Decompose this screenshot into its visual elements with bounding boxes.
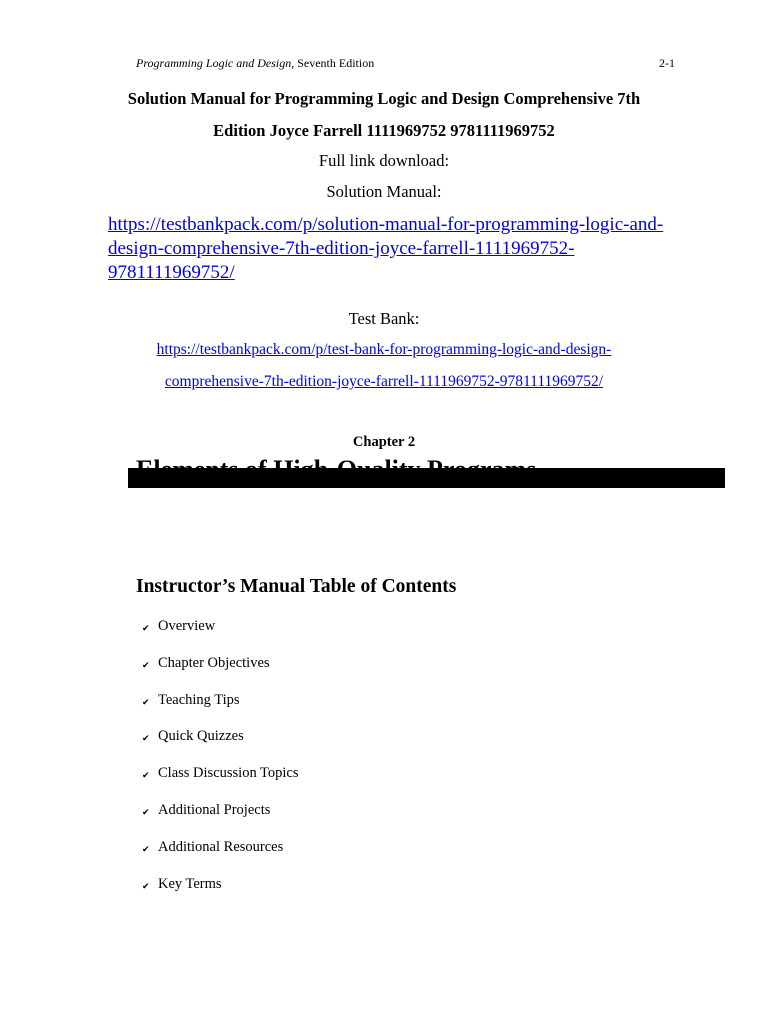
toc-item-label: Overview <box>158 618 216 634</box>
document-title-line-1: Solution Manual for Programming Logic and Design Comprehensive 7th <box>127 89 641 108</box>
solution-manual-label: Solution Manual: <box>326 182 442 201</box>
toc-item-label: Key Terms <box>158 875 222 892</box>
toc-item-label: Quick Quizzes <box>158 728 244 745</box>
solution-manual-link-line-2[interactable]: design-comprehensive-7th-edition-joyce-farrell-1111969752- <box>108 238 575 259</box>
book-title: Programming Logic and Design <box>136 56 292 70</box>
check-icon: ✔ <box>142 660 150 671</box>
solution-manual-link-block <box>108 213 708 285</box>
redaction-bar <box>128 468 725 488</box>
edition-label: , Seventh Edition <box>291 56 375 70</box>
check-icon: ✔ <box>142 697 150 708</box>
chapter-label: Chapter 2 <box>352 434 416 450</box>
solution-manual-link-line-1[interactable]: https://testbankpack.com/p/solution-manual-for-programming-logic-and- <box>108 214 664 235</box>
check-icon: ✔ <box>142 734 150 745</box>
test-bank-label: Test Bank: <box>348 309 420 328</box>
solution-manual-link-line-3[interactable]: 9781111969752/ <box>108 262 235 283</box>
test-bank-link-line-1[interactable]: https://testbankpack.com/p/test-bank-for-programming-logic-and-design- <box>156 341 612 358</box>
check-icon: ✔ <box>142 807 150 818</box>
test-bank-link-line-2-wrap <box>0 366 768 398</box>
toc-heading: Instructor’s Manual Table of Contents <box>136 576 457 597</box>
test-bank-link-line-2[interactable]: comprehensive-7th-edition-joyce-farrell-1111969752-9781111969752/ <box>164 373 604 390</box>
toc-item-label: Additional Projects <box>158 801 271 818</box>
test-bank-link-line-1-wrap <box>0 334 768 366</box>
toc-item-label: Class Discussion Topics <box>158 765 299 782</box>
check-icon: ✔ <box>142 881 150 892</box>
check-icon: ✔ <box>142 624 150 634</box>
running-header <box>136 55 675 71</box>
toc-item-label: Additional Resources <box>158 838 284 855</box>
toc-item-label: Teaching Tips <box>158 691 240 708</box>
check-icon: ✔ <box>142 771 150 782</box>
chapter-heading-clipped <box>136 455 725 468</box>
check-icon: ✔ <box>142 844 150 855</box>
page-number: 2-1 <box>659 56 675 70</box>
full-link-label: Full link download: <box>318 151 450 170</box>
toc-item-label: Chapter Objectives <box>158 654 270 671</box>
document-title-line-2: Edition Joyce Farrell 1111969752 9781111969752 <box>213 121 555 140</box>
